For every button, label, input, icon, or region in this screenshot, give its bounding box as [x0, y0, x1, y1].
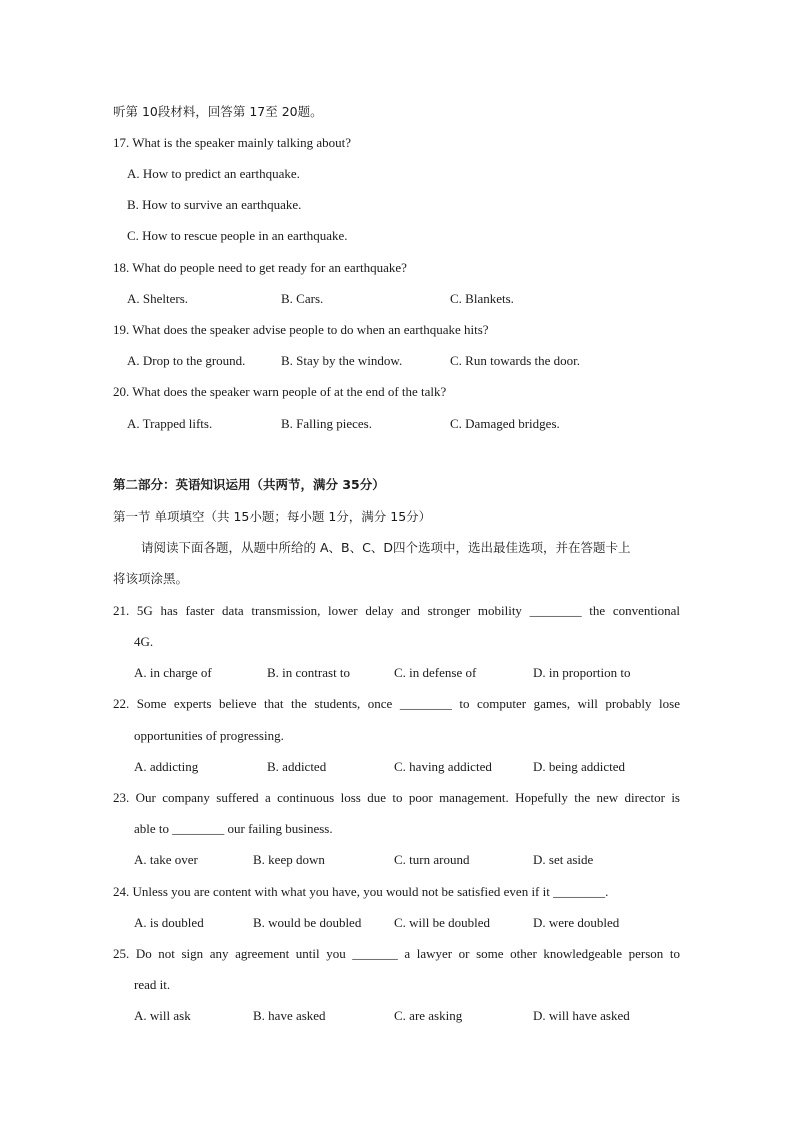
question-17-option-b: B. How to survive an earthquake.: [127, 197, 302, 212]
question-18-option-c: C. Blankets.: [450, 291, 514, 306]
question-22-option-d: D. being addicted: [533, 759, 626, 774]
question-23-option-d: D. set aside: [533, 852, 594, 867]
question-18-option-b: B. Cars.: [281, 291, 324, 306]
question-19-option-b: B. Stay by the window.: [281, 353, 403, 368]
question-25-option-b: B. have asked: [253, 1008, 326, 1023]
section1-title: 第一节 单项填空（共 15小题；每小题 1分，满分 15分）: [113, 509, 432, 524]
question-17-stem: 17. What is the speaker mainly talking about?: [113, 135, 352, 150]
question-24-option-a: A. is doubled: [134, 915, 204, 930]
question-23-stem: 23. Our company suffered a continuous loss due to poor management. Hopefully the new director is: [113, 790, 680, 805]
question-19-option-c: C. Run towards the door.: [450, 353, 580, 368]
question-23-stem-cont: able to ________ our failing business.: [134, 821, 333, 836]
question-18-option-a: A. Shelters.: [127, 291, 189, 306]
question-24-option-b: B. would be doubled: [253, 915, 362, 930]
question-25-stem: 25. Do not sign any agreement until you _______ a lawyer or some other knowledgeable person to: [113, 946, 680, 961]
question-22-option-b: B. addicted: [267, 759, 327, 774]
question-22-stem-cont: opportunities of progressing.: [134, 728, 284, 743]
question-24-option-d: D. were doubled: [533, 915, 620, 930]
question-22-stem: 22. Some experts believe that the students, once ________ to computer games, will probably lose: [113, 696, 680, 711]
question-21-option-d: D. in proportion to: [533, 665, 631, 680]
question-20-option-a: A. Trapped lifts.: [127, 416, 213, 431]
question-17-option-a: A. How to predict an earthquake.: [127, 166, 300, 181]
question-25-option-c: C. are asking: [394, 1008, 463, 1023]
listening-instruction: 听第 10段材料，回答第 17至 20题。: [113, 104, 323, 119]
question-24-option-c: C. will be doubled: [394, 915, 491, 930]
question-21-option-b: B. in contrast to: [267, 665, 351, 680]
question-22-option-a: A. addicting: [134, 759, 199, 774]
question-23-option-a: A. take over: [134, 852, 198, 867]
question-19-option-a: A. Drop to the ground.: [127, 353, 246, 368]
question-25-stem-cont: read it.: [134, 977, 171, 992]
question-20-option-b: B. Falling pieces.: [281, 416, 372, 431]
question-25-option-a: A. will ask: [134, 1008, 191, 1023]
question-19-stem: 19. What does the speaker advise people to do when an earthquake hits?: [113, 322, 489, 337]
question-21-stem: 21. 5G has faster data transmission, lower delay and stronger mobility ________ the conventional: [113, 603, 680, 618]
question-17-option-c: C. How to rescue people in an earthquake.: [127, 228, 348, 243]
directions-line2: 将该项涂黑。: [113, 571, 189, 586]
question-20-option-c: C. Damaged bridges.: [450, 416, 560, 431]
question-20-stem: 20. What does the speaker warn people of at the end of the talk?: [113, 384, 447, 399]
question-25-option-d: D. will have asked: [533, 1008, 630, 1023]
question-23-option-c: C. turn around: [394, 852, 470, 867]
question-21-stem-cont: 4G.: [134, 634, 154, 649]
directions-line1: 请阅读下面各题，从题中所给的 A、B、C、D四个选项中，选出最佳选项，并在答题卡上: [141, 540, 631, 555]
question-24-stem: 24. Unless you are content with what you have, you would not be satisfied even if it ________.: [113, 884, 609, 899]
question-21-option-a: A. in charge of: [134, 665, 212, 680]
question-21-option-c: C. in defense of: [394, 665, 477, 680]
question-22-option-c: C. having addicted: [394, 759, 492, 774]
question-18-stem: 18. What do people need to get ready for an earthquake?: [113, 260, 407, 275]
question-23-option-b: B. keep down: [253, 852, 325, 867]
part2-heading: 第二部分：英语知识运用（共两节，满分 35分）: [113, 477, 385, 492]
